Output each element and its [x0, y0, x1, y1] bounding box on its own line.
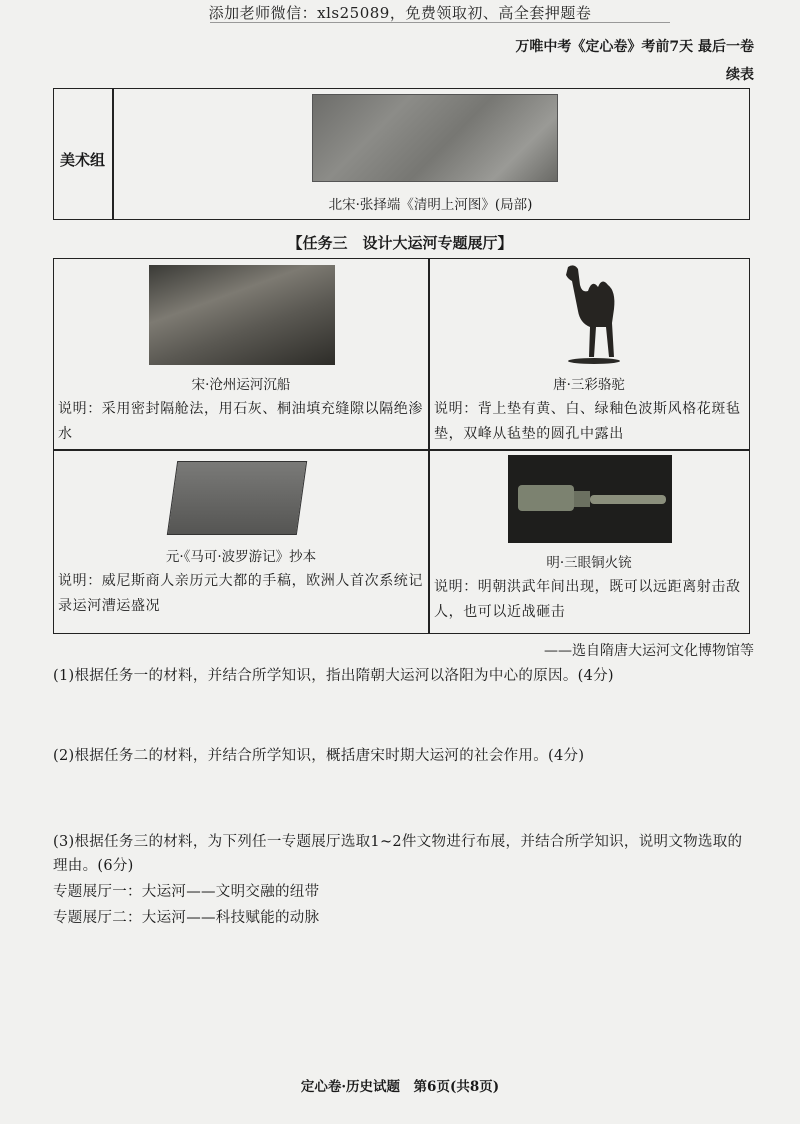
artifact-cell-camel: [430, 259, 748, 449]
artifact-description: 说明：采用密封隔舱法，用石灰、桐油填充缝隙以隔绝渗水: [58, 401, 423, 442]
artifact-description: 说明：威尼斯商人亲历元大都的手稿，欧洲人首次系统记录运河漕运盛况: [58, 573, 423, 614]
camel-figurine-image: [550, 261, 630, 365]
watermark-text: 添加老师微信：xls25089，免费领取初、高全套押题卷: [208, 4, 592, 22]
artifact-caption: 元·《马可·波罗游记》抄本: [165, 549, 317, 565]
painting-caption: 北宋·张择端《清明上河图》(局部): [328, 197, 533, 213]
exhibition-hall-2: 专题展厅二：大运河——科技赋能的动脉: [53, 910, 320, 926]
artifact-caption: 明·三眼铜火铳: [546, 555, 632, 571]
question-2: (2)根据任务二的材料，并结合所学知识，概括唐宋时期大运河的社会作用。(4分): [53, 748, 585, 764]
artifact-description: 说明：明朝洪武年间出现，既可以远距离射击敌人，也可以近战砸击: [434, 579, 741, 620]
firearm-drawing: [508, 455, 672, 543]
page-header-title: 万唯中考《定心卷》考前7天 最后一卷: [515, 39, 754, 55]
artifact-cell-manuscript: [54, 451, 428, 632]
artifact-cell-firearm: [430, 451, 748, 632]
art-group-label: 美术组: [60, 151, 106, 169]
artifact-caption: 宋·沧州运河沉船: [191, 377, 291, 393]
question-3: (3)根据任务三的材料，为下列任一专题展厅选取1~2件文物进行布展，并结合所学知识，说明文物选取的理由。(6分): [53, 834, 743, 874]
artifact-caption: 唐·三彩骆驼: [553, 377, 625, 393]
watermark-underline: [210, 22, 670, 23]
shipwreck-image: [149, 265, 335, 365]
continued-label: 续表: [726, 67, 754, 83]
artifact-cell-shipwreck: [54, 259, 428, 449]
artifact-grid: [53, 258, 750, 634]
artifact-description: 说明：背上垫有黄、白、绿釉色波斯风格花斑毡垫，双峰从毡垫的圆孔中露出: [434, 401, 741, 442]
question-1: (1)根据任务一的材料，并结合所学知识，指出隋朝大运河以洛阳为中心的原因。(4分): [53, 668, 614, 684]
page-footer: 定心卷·历史试题 第6页(共8页): [300, 1079, 500, 1095]
task3-title: 【任务三 设计大运河专题展厅】: [287, 234, 513, 252]
source-note: ——选自隋唐大运河文化博物馆等: [544, 643, 754, 659]
qingming-painting-image: [312, 94, 558, 182]
exhibition-hall-1: 专题展厅一：大运河——文明交融的纽带: [53, 884, 320, 900]
firearm-image: [508, 455, 672, 543]
manuscript-image: [167, 461, 307, 535]
art-group-table: [53, 88, 750, 220]
